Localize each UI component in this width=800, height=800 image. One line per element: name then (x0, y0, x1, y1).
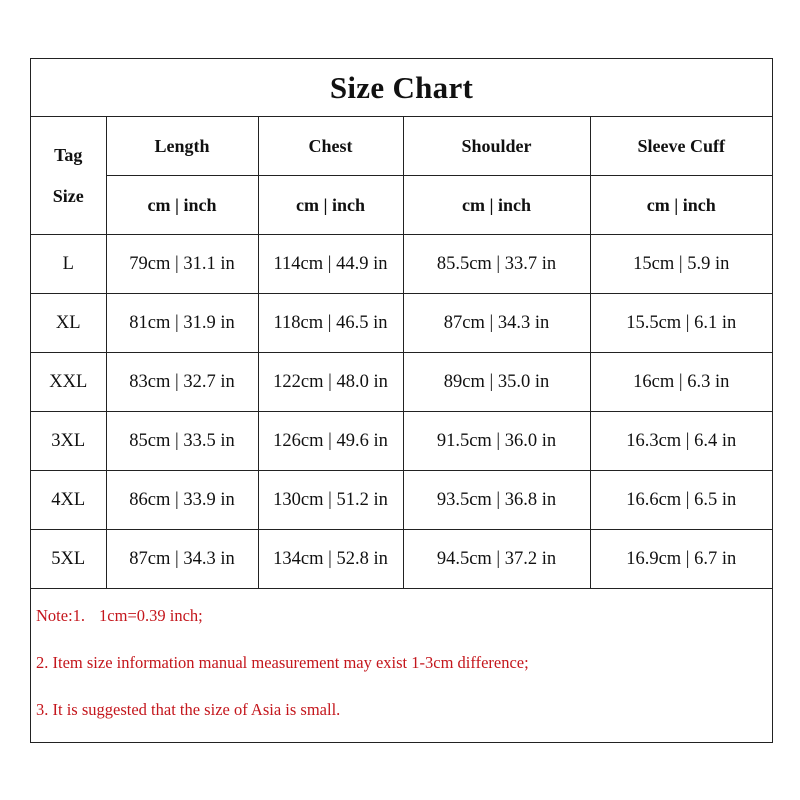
note-1 (36, 606, 203, 626)
length-cell: 79cm | 31.1 in (106, 235, 258, 294)
shoulder-cell: 93.5cm | 36.8 in (403, 471, 590, 530)
chest-cell: 130cm | 51.2 in (258, 471, 403, 530)
table-row (31, 294, 772, 353)
column-header-length: Length (106, 117, 258, 176)
length-cell: 87cm | 34.3 in (106, 530, 258, 589)
sleeve-cuff-cell: 16.9cm | 6.7 in (590, 530, 772, 589)
shoulder-cell: 89cm | 35.0 in (403, 353, 590, 412)
header-row (31, 117, 772, 176)
chest-cell: 126cm | 49.6 in (258, 412, 403, 471)
chest-cell: 114cm | 44.9 in (258, 235, 403, 294)
shoulder-cell: 94.5cm | 37.2 in (403, 530, 590, 589)
sleeve-cuff-cell: 15.5cm | 6.1 in (590, 294, 772, 353)
tag-cell: 3XL (31, 412, 106, 471)
chest-cell: 134cm | 52.8 in (258, 530, 403, 589)
chest-cell: 122cm | 48.0 in (258, 353, 403, 412)
column-header-sleeve-cuff: Sleeve Cuff (590, 117, 772, 176)
size-table (31, 117, 772, 589)
note-1-text: 1cm=0.39 inch; (99, 606, 203, 625)
column-header-shoulder: Shoulder (403, 117, 590, 176)
unit-label-chest: cm | inch (258, 176, 403, 235)
tag-cell: 5XL (31, 530, 106, 589)
sleeve-cuff-cell: 16.6cm | 6.5 in (590, 471, 772, 530)
table-row (31, 412, 772, 471)
note-3: 3. It is suggested that the size of Asia is small. (36, 700, 341, 719)
table-row (31, 530, 772, 589)
unit-label-shoulder: cm | inch (403, 176, 590, 235)
table-row (31, 235, 772, 294)
tag-cell: 4XL (31, 471, 106, 530)
shoulder-cell: 85.5cm | 33.7 in (403, 235, 590, 294)
shoulder-cell: 91.5cm | 36.0 in (403, 412, 590, 471)
tag-cell: XL (31, 294, 106, 353)
length-cell: 83cm | 32.7 in (106, 353, 258, 412)
tag-size-header (31, 117, 106, 235)
unit-row (31, 176, 772, 235)
length-cell: 86cm | 33.9 in (106, 471, 258, 530)
note-2: 2. Item size information manual measurement may exist 1-3cm difference; (36, 653, 529, 672)
shoulder-cell: 87cm | 34.3 in (403, 294, 590, 353)
chest-cell: 118cm | 46.5 in (258, 294, 403, 353)
unit-label-length: cm | inch (106, 176, 258, 235)
size-chart (30, 58, 773, 743)
tag-header-line1: Tag (54, 144, 83, 165)
table-row (31, 353, 772, 412)
length-cell: 81cm | 31.9 in (106, 294, 258, 353)
sleeve-cuff-cell: 16.3cm | 6.4 in (590, 412, 772, 471)
sleeve-cuff-cell: 16cm | 6.3 in (590, 353, 772, 412)
column-header-chest: Chest (258, 117, 403, 176)
chart-title: Size Chart (31, 59, 772, 117)
note-1-prefix: Note:1. (36, 606, 86, 625)
sleeve-cuff-cell: 15cm | 5.9 in (590, 235, 772, 294)
tag-cell: XXL (31, 353, 106, 412)
unit-label-sleeve-cuff: cm | inch (590, 176, 772, 235)
length-cell: 85cm | 33.5 in (106, 412, 258, 471)
tag-cell: L (31, 235, 106, 294)
table-row (31, 471, 772, 530)
tag-header-line2: Size (52, 185, 84, 206)
